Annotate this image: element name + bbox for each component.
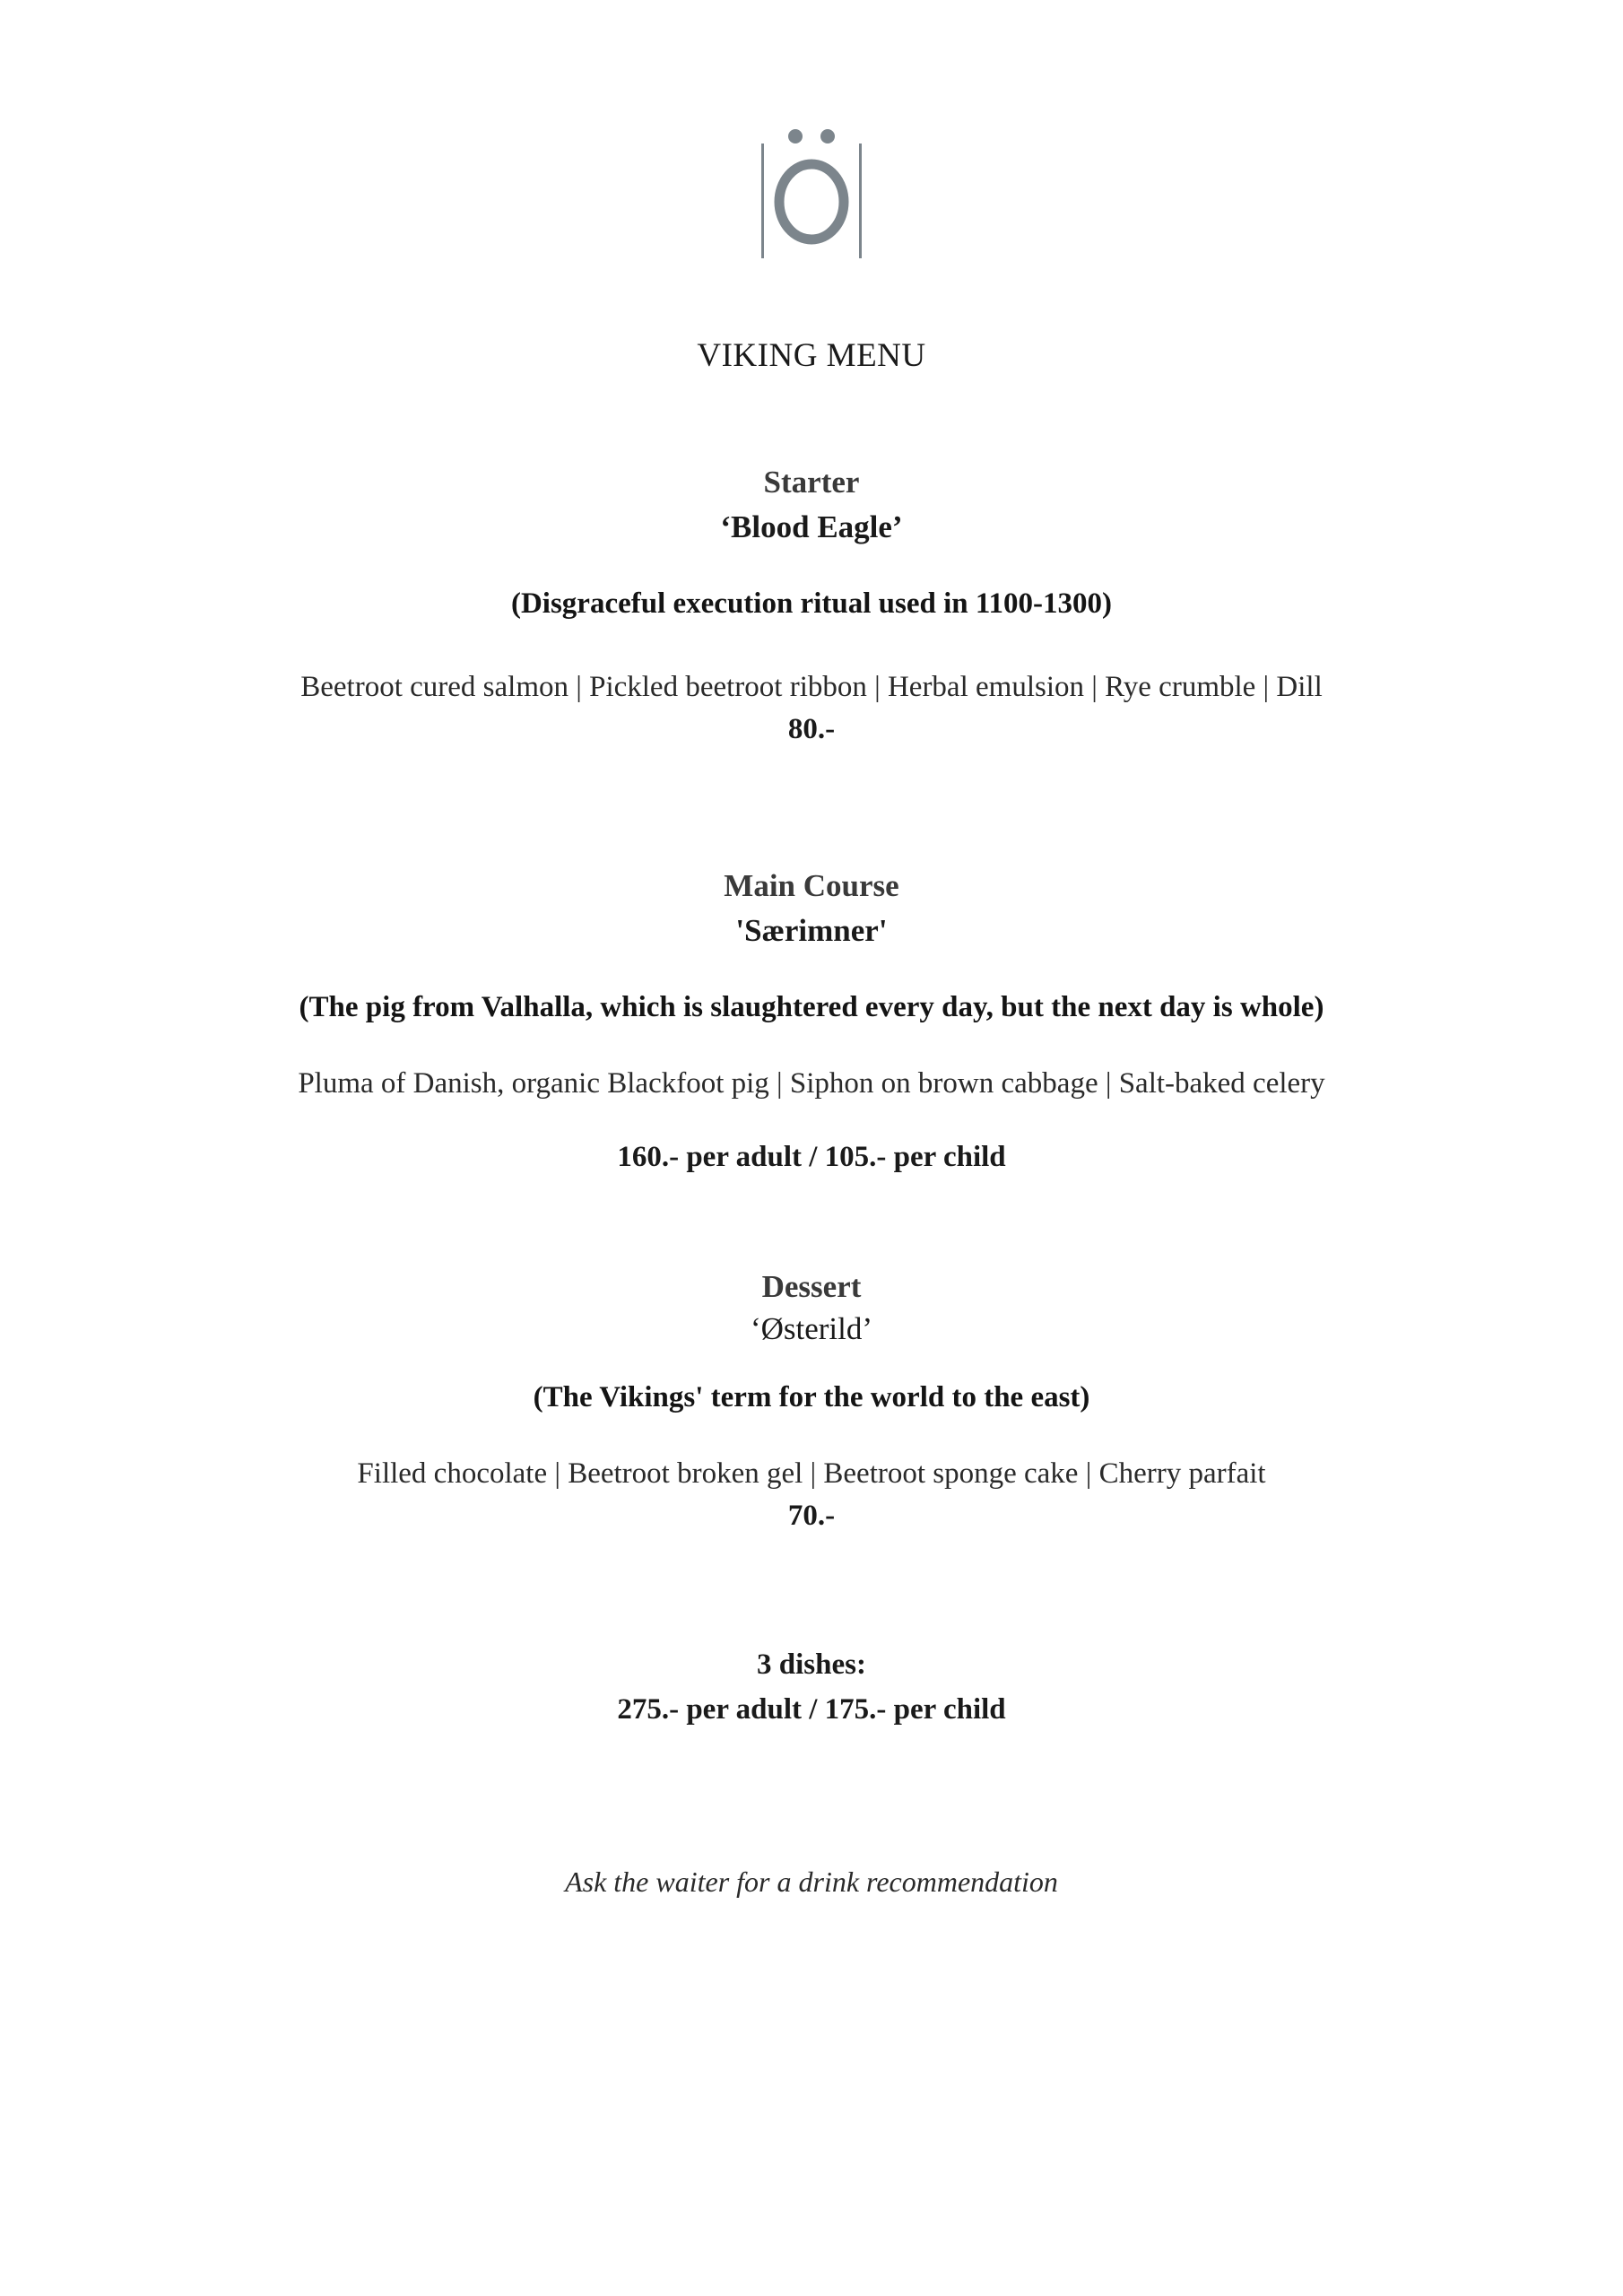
main-course-label: Main Course [724,868,899,903]
main-dish-name: 'Særimner' [735,913,888,948]
dessert-dish-name: ‘Østerild’ [750,1311,873,1346]
drink-recommendation-note: Ask the waiter for a drink recommendation [565,1866,1058,1898]
starter-ingredients: Beetroot cured salmon | Pickled beetroot ribbon | Herbal emulsion | Rye crumble | Dill [300,671,1323,703]
main-price: 160.- per adult / 105.- per child [617,1141,1006,1173]
starter-course-label: Starter [763,465,860,500]
starter-description: (Disgraceful execution ritual used in 1100-1300) [510,587,1113,620]
dessert-price: 70.- [787,1500,836,1532]
starter-price: 80.- [787,713,836,745]
main-description: (The pig from Valhalla, which is slaughtered every day, but the next day is whole) [299,991,1324,1023]
dessert-description: (The Vikings' term for the world to the east) [533,1381,1090,1413]
menu-title: VIKING MENU [697,337,926,374]
combo-price: 275.- per adult / 175.- per child [617,1693,1006,1726]
starter-dish-name: ‘Blood Eagle’ [720,509,903,544]
combo-label: 3 dishes: [757,1648,866,1681]
dessert-course-label: Dessert [761,1269,862,1304]
main-ingredients: Pluma of Danish, organic Blackfoot pig | Siphon on brown cabbage | Salt-baked celery [298,1067,1325,1100]
o-umlaut-logo-icon [758,127,865,262]
dessert-ingredients: Filled chocolate | Beetroot broken gel | Beetroot sponge cake | Cherry parfait [357,1457,1266,1490]
